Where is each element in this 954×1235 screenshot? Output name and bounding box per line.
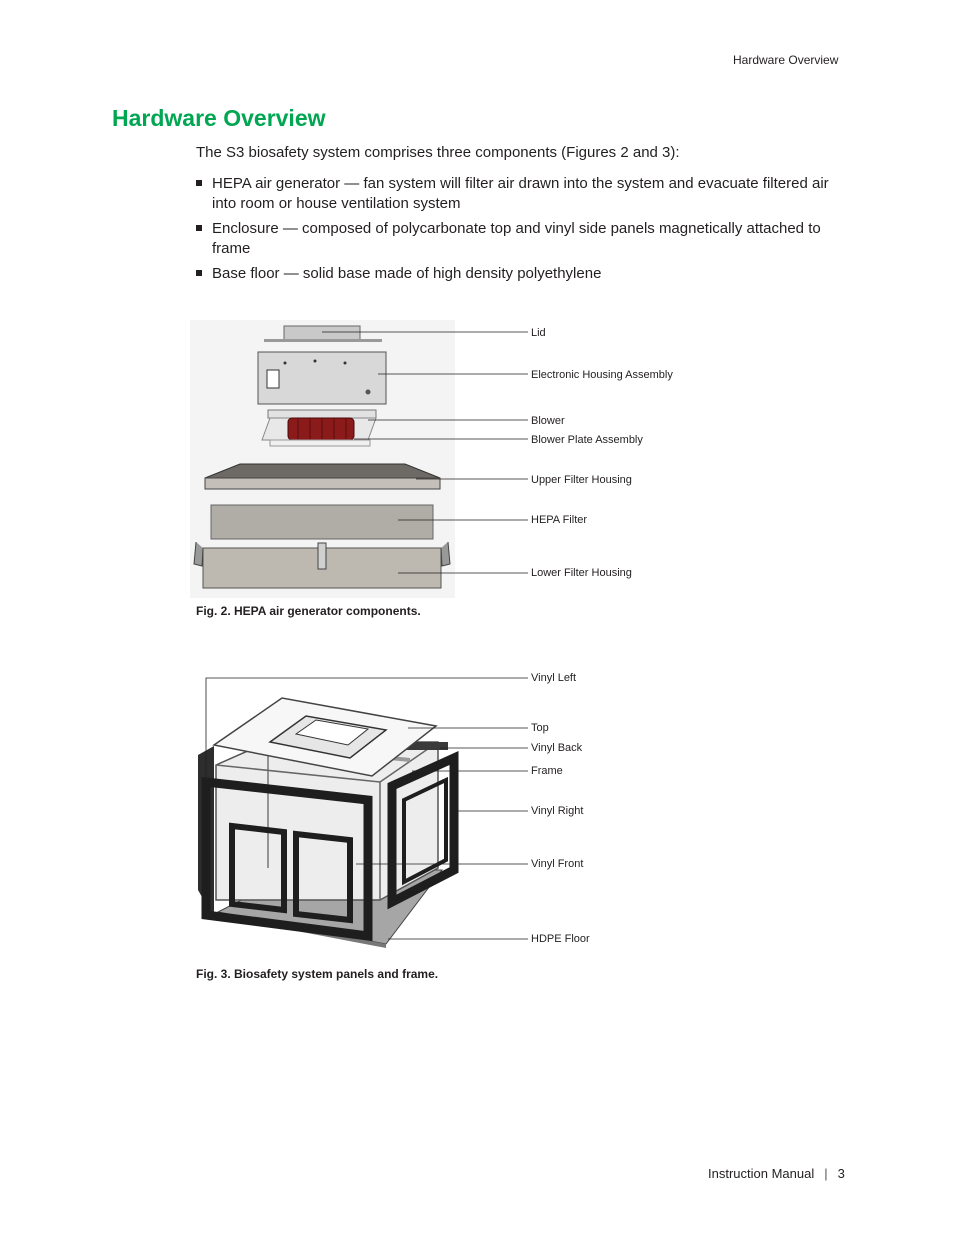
figure-3-caption: Fig. 3. Biosafety system panels and frame. bbox=[196, 967, 439, 981]
label-top: Top bbox=[531, 722, 549, 734]
list-item: Enclosure — composed of polycarbonate top and vinyl side panels magnetically attached to frame bbox=[196, 219, 836, 259]
figure-3 bbox=[0, 665, 954, 955]
label-vinyl-right: Vinyl Right bbox=[531, 805, 584, 817]
label-lid: Lid bbox=[531, 327, 546, 339]
component-term: HEPA air generator bbox=[212, 175, 341, 192]
component-term: Base floor bbox=[212, 265, 280, 282]
label-lower-filter-housing: Lower Filter Housing bbox=[531, 567, 632, 579]
label-vinyl-left: Vinyl Left bbox=[531, 672, 577, 684]
component-term: Enclosure bbox=[212, 220, 279, 237]
figure-2 bbox=[0, 318, 954, 603]
label-blower: Blower bbox=[531, 415, 565, 427]
label-blower-plate-assembly: Blower Plate Assembly bbox=[531, 434, 643, 446]
footer-manual-title: Instruction Manual bbox=[708, 1166, 815, 1181]
hepa-generator-exploded-illustration bbox=[190, 320, 455, 598]
bullet-square-icon bbox=[196, 270, 202, 276]
footer-separator: | bbox=[824, 1166, 828, 1181]
page-title: Hardware Overview bbox=[112, 105, 326, 131]
component-description: fan system will filter air drawn into the system and evacuate filtered air into room or house ventilation system bbox=[212, 175, 829, 212]
list-item: Base floor — solid base made of high density polyethylene bbox=[196, 264, 836, 284]
figure-2-caption: Fig. 2. HEPA air generator components. bbox=[196, 604, 421, 618]
running-head: Hardware Overview bbox=[733, 53, 839, 67]
component-description: composed of polycarbonate top and vinyl side panels magnetically attached to frame bbox=[212, 220, 821, 257]
label-electronic-housing-assembly: Electronic Housing Assembly bbox=[531, 369, 673, 381]
list-item: HEPA air generator — fan system will filter air drawn into the system and evacuate filtered air into room or house ventilation system bbox=[196, 174, 836, 214]
page-number: 3 bbox=[837, 1166, 845, 1181]
component-list bbox=[196, 174, 836, 289]
label-frame: Frame bbox=[531, 765, 563, 777]
page-footer bbox=[708, 1166, 845, 1181]
bullet-square-icon bbox=[196, 225, 202, 231]
enclosure-exploded-illustration bbox=[198, 698, 454, 948]
label-hdpe-floor: HDPE Floor bbox=[531, 933, 590, 945]
bullet-square-icon bbox=[196, 180, 202, 186]
intro-paragraph: The S3 biosafety system comprises three components (Figures 2 and 3): bbox=[196, 144, 680, 161]
label-vinyl-back: Vinyl Back bbox=[531, 742, 583, 754]
label-upper-filter-housing: Upper Filter Housing bbox=[531, 474, 632, 486]
component-description: solid base made of high density polyethylene bbox=[302, 265, 602, 282]
label-vinyl-front: Vinyl Front bbox=[531, 858, 584, 870]
label-hepa-filter: HEPA Filter bbox=[531, 514, 588, 526]
